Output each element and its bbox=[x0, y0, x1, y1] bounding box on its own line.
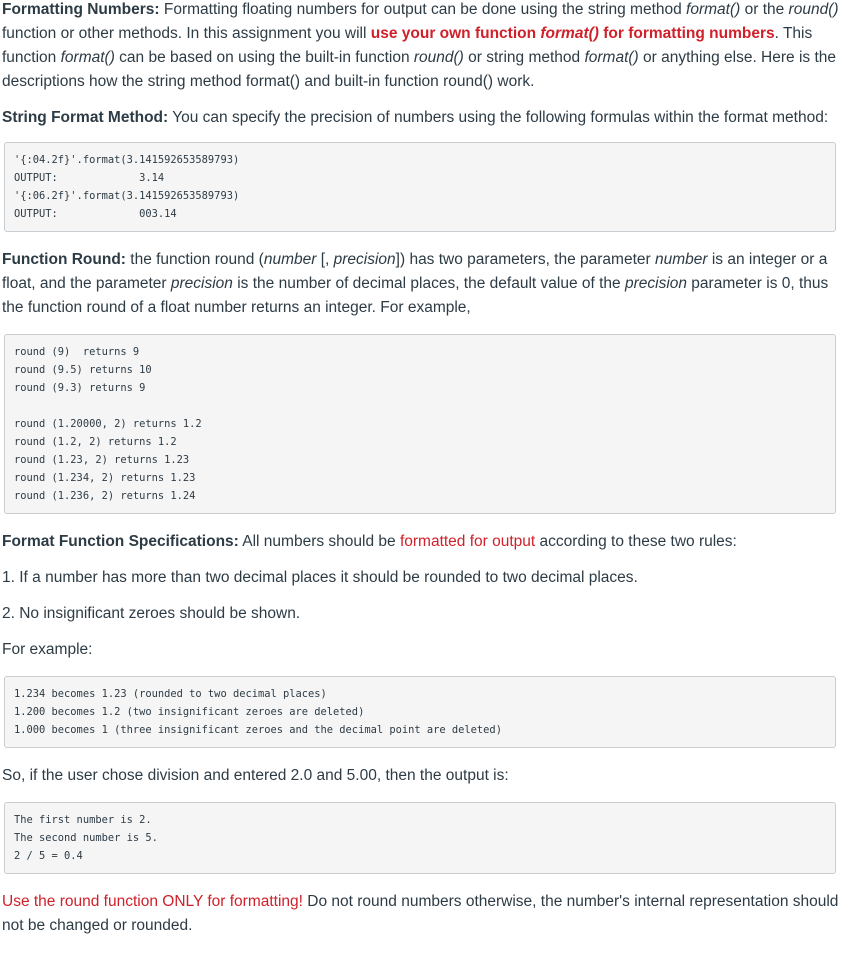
code-line: 1.234 becomes 1.23 (rounded to two decimal places) bbox=[14, 688, 327, 700]
function-round-paragraph: Function Round: the function round (number [, precision]) has two parameters, the parameter number is an integer or a float, and the parameter precision is the number of decimal places, the default value of the precision parameter is 0, thus the function round of a float number returns an integer. For example, bbox=[2, 251, 829, 316]
formatting-numbers-paragraph: Formatting Numbers: Formatting floating numbers for output can be done using the string method format() or the round() function or other methods. In this assignment you will use your own function format() for formatting numbers. This function format() can be based on using the built-in function round() or string method format() or anything else. Here is the descriptions how the string method format() and built-in function round() work. bbox=[2, 1, 839, 90]
code-line: round (1.236, 2) returns 1.24 bbox=[14, 490, 196, 502]
code-line: '{:04.2f}'.format(3.141592653589793) bbox=[14, 154, 240, 166]
format-spec-paragraph: Format Function Specifications: All numbers should be formatted for output according to these two rules: bbox=[2, 533, 737, 550]
code-line: round (9.5) returns 10 bbox=[14, 364, 152, 376]
function-round-heading: Function Round: bbox=[2, 251, 126, 268]
division-output-code-block bbox=[4, 802, 836, 874]
formatting-numbers-heading: Formatting Numbers: bbox=[2, 1, 160, 18]
format-spec-heading: Format Function Specifications: bbox=[2, 533, 239, 550]
code-line: '{:06.2f}'.format(3.141592653589793) bbox=[14, 190, 240, 202]
code-line: 2 / 5 = 0.4 bbox=[14, 850, 83, 862]
formatted-for-output-highlight: formatted for output bbox=[399, 533, 536, 550]
string-format-code-block bbox=[4, 142, 836, 232]
format-examples-code-block bbox=[4, 676, 836, 748]
code-line: OUTPUT: 003.14 bbox=[14, 208, 177, 220]
code-line: round (1.234, 2) returns 1.23 bbox=[14, 472, 196, 484]
code-line: round (1.23, 2) returns 1.23 bbox=[14, 454, 190, 466]
code-line: 1.200 becomes 1.2 (two insignificant zeroes are deleted) bbox=[14, 706, 365, 718]
code-line bbox=[14, 397, 826, 415]
rule-one: 1. If a number has more than two decimal places it should be rounded to two decimal places. bbox=[2, 569, 638, 586]
code-line: round (1.2, 2) returns 1.2 bbox=[14, 436, 177, 448]
rule-two: 2. No insignificant zeroes should be shown. bbox=[2, 605, 301, 622]
round-only-warning: Use the round function ONLY for formatting! bbox=[2, 893, 303, 910]
own-format-highlight: use your own function bbox=[370, 25, 541, 42]
for-example-label: For example: bbox=[2, 641, 93, 658]
code-line: 1.000 becomes 1 (three insignificant zeroes and the decimal point are deleted) bbox=[14, 724, 502, 736]
code-line: The first number is 2. bbox=[14, 814, 152, 826]
code-line: round (1.20000, 2) returns 1.2 bbox=[14, 418, 202, 430]
code-line: round (9) returns 9 bbox=[14, 346, 140, 358]
string-format-paragraph: String Format Method: You can specify the precision of numbers using the following formulas within the format method: bbox=[2, 109, 829, 126]
code-line: OUTPUT: 3.14 bbox=[14, 172, 165, 184]
code-line: round (9.3) returns 9 bbox=[14, 382, 146, 394]
closing-paragraph: Use the round function ONLY for formatting! Do not round numbers otherwise, the number's internal representation should not be changed or rounded. bbox=[2, 893, 839, 934]
string-format-heading: String Format Method: bbox=[2, 109, 169, 126]
round-examples-code-block bbox=[4, 334, 836, 514]
code-line: The second number is 5. bbox=[14, 832, 158, 844]
division-example-paragraph: So, if the user chose division and entered 2.0 and 5.00, then the output is: bbox=[2, 767, 509, 784]
